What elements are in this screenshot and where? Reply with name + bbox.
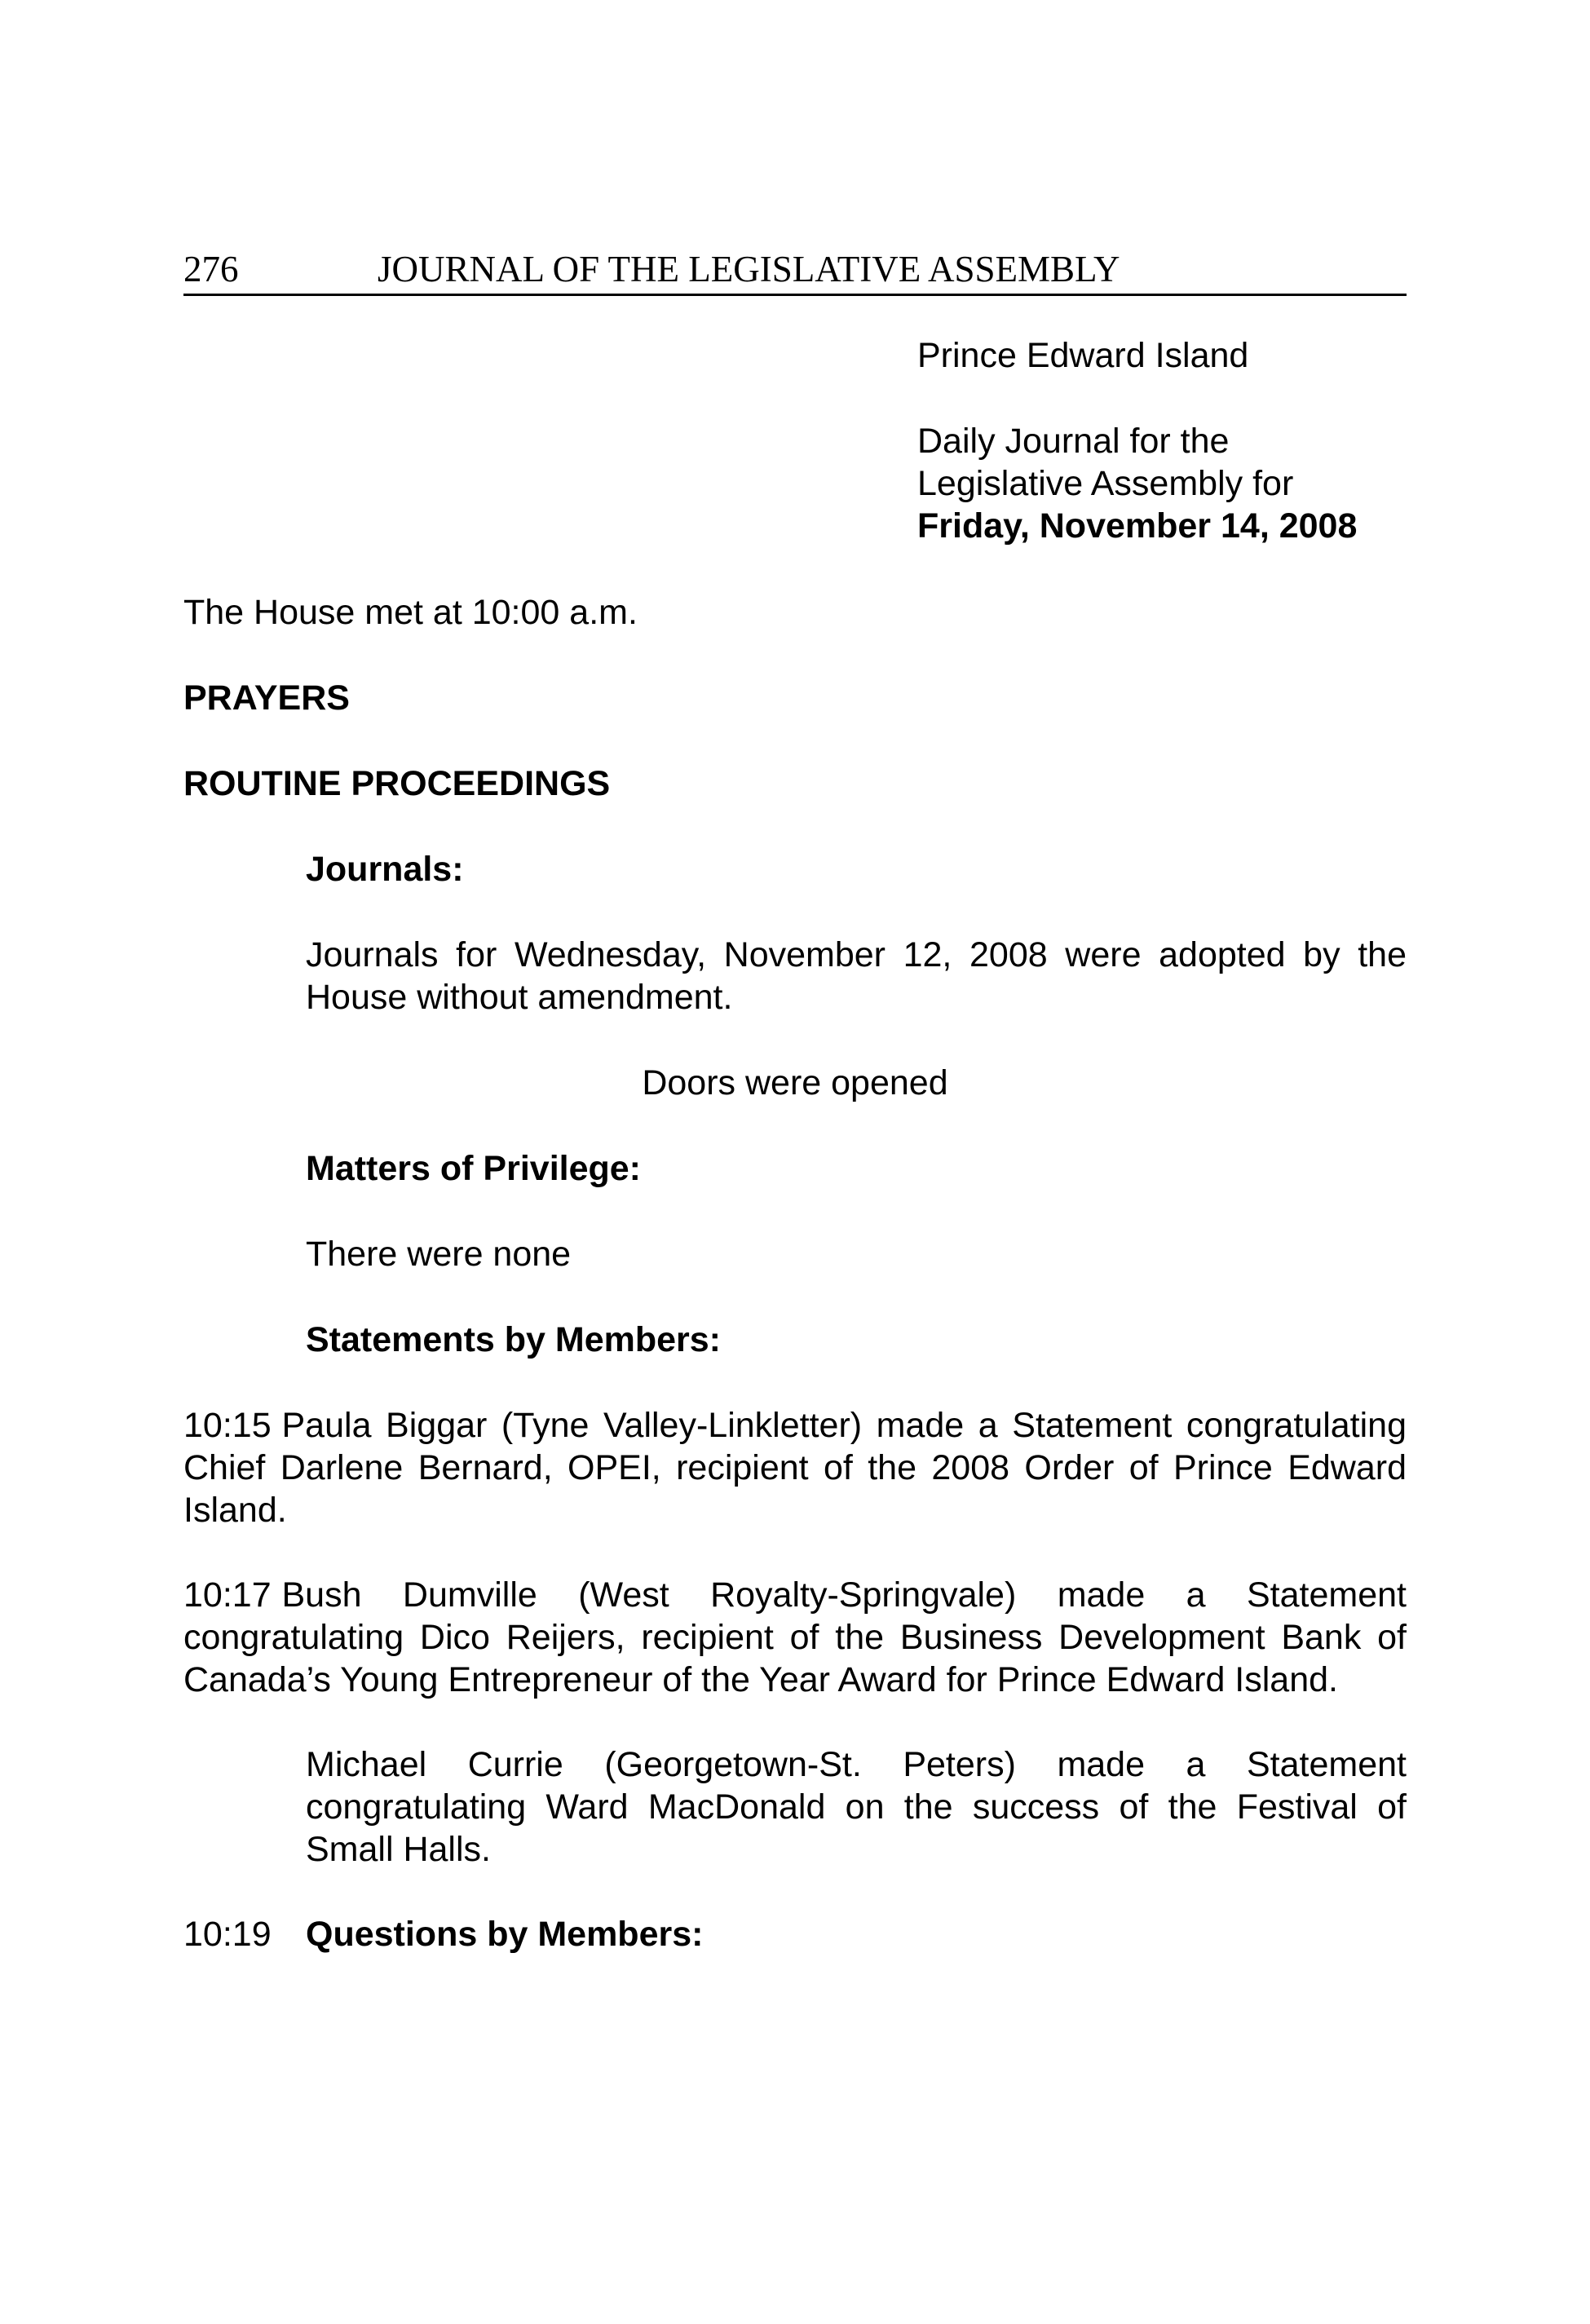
statement-text: Bush Dumville (West Royalty-Springvale) made a Statement congratulating Dico Reijers, recipient of the Business Development Bank of Canada’s Young Entrepreneur of the Year Award for Prince Edward Island. [183, 1575, 1407, 1699]
statement-text: Paula Biggar (Tyne Valley-Linkletter) made a Statement congratulating Chief Darlene Bernard, OPEI, recipient of the 2008 Order of Prince Edward Island. [183, 1406, 1407, 1530]
statement-text: Michael Currie (Georgetown-St. Peters) made a Statement congratulating Ward MacDonald on the success of the Festival of Small Halls. [306, 1745, 1407, 1869]
questions-time: 10:19 [183, 1915, 272, 1954]
statement-item [306, 1743, 1407, 1871]
statement-time: 10:17 [183, 1575, 272, 1615]
questions-row [183, 1913, 703, 1955]
doors-opened-text: Doors were opened [642, 1063, 948, 1102]
province-name: Prince Edward Island [917, 336, 1249, 375]
journal-title: JOURNAL OF THE LEGISLATIVE ASSEMBLY [378, 249, 1120, 289]
masthead-line-1: Daily Journal for the [917, 422, 1230, 461]
statement-item [183, 1404, 1407, 1531]
questions-heading: Questions by Members: [306, 1915, 704, 1954]
statements-heading: Statements by Members: [306, 1320, 721, 1359]
privilege-text: There were none [306, 1235, 572, 1274]
masthead-line-2: Legislative Assembly for [917, 464, 1294, 503]
opening-text: The House met at 10:00 a.m. [183, 593, 638, 632]
statement-item [183, 1574, 1407, 1701]
page-number: 276 [183, 249, 239, 289]
journals-heading: Journals: [306, 850, 464, 889]
sitting-date: Friday, November 14, 2008 [917, 506, 1358, 546]
privilege-heading: Matters of Privilege: [306, 1149, 641, 1188]
page-header [183, 245, 1407, 296]
statement-time: 10:15 [183, 1406, 272, 1445]
routine-proceedings-heading: ROUTINE PROCEEDINGS [183, 764, 611, 803]
prayers-heading: PRAYERS [183, 678, 350, 718]
journals-text: Journals for Wednesday, November 12, 2008 were adopted by the House without amendment. [306, 935, 1407, 1017]
